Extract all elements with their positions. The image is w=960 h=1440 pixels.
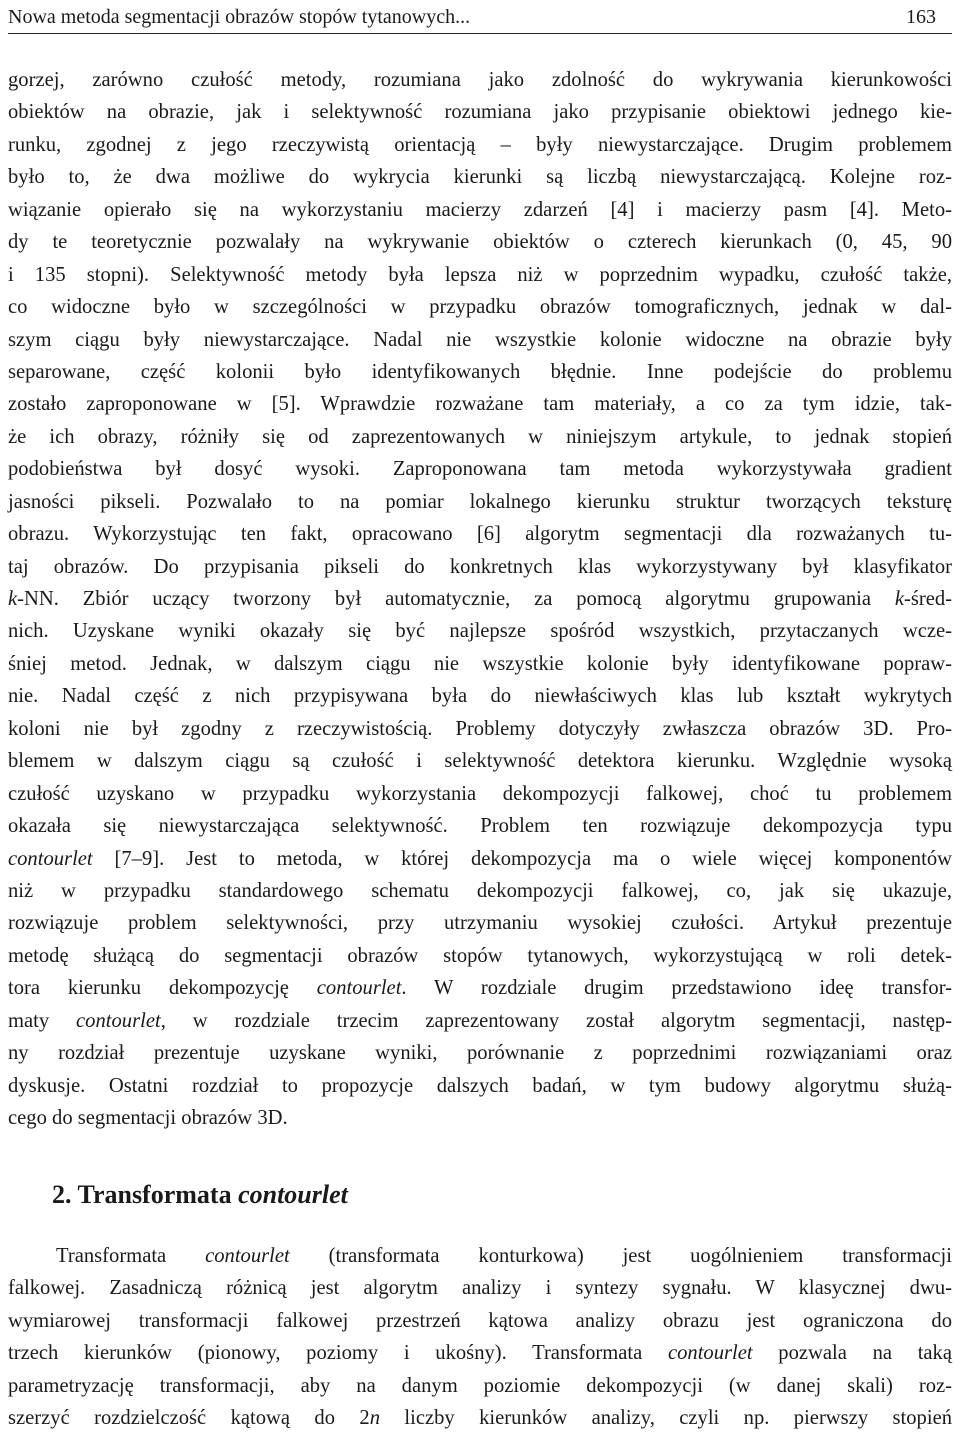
text-line: co widoczne było w szczególności w przypadku obrazów tomograficznych, jednak w dal- xyxy=(8,296,952,319)
text-line: koloni nie był zgodny z rzeczywistością. Problemy dotyczyły zwłaszcza obrazów 3D. Pro- xyxy=(8,717,952,740)
text-line: dy te teoretycznie pozwalały na wykrywanie obiektów o czterech kierunkach (0, 45, 90 xyxy=(8,231,952,254)
paragraph-intro xyxy=(8,64,952,1134)
text-line: dyskusje. Ostatni rozdział to propozycje dalszych badań, w tym budowy algorytmu służą- xyxy=(8,1074,952,1097)
text-line: że ich obrazy, różniły się od zaprezentowanych w niniejszym artykule, to jednak stopień xyxy=(8,425,952,448)
text-line: falkowej. Zasadniczą różnicą jest algorytm analizy i syntezy sygnału. W klasycznej dwu- xyxy=(8,1277,952,1300)
running-title: Nowa metoda segmentacji obrazów stopów tytanowych... xyxy=(8,6,471,28)
text-line: tora kierunku dekompozycję contourlet. W rozdziale drugim przedstawiono ideę transfor- xyxy=(8,977,953,1000)
text-line: obiektów na obrazie, jak i selektywność rozumiana jako przypisanie obiektowi jednego kie- xyxy=(8,101,952,124)
section-heading xyxy=(52,1180,348,1210)
text-line: separowane, część kolonii było identyfikowanych błędnie. Inne podejście do problemu xyxy=(8,360,952,383)
text-line: obrazu. Wykorzystując ten fakt, opracowano [6] algorytm segmentacji dla rozważanych tu- xyxy=(8,523,952,546)
text-line: okazała się niewystarczająca selektywność. Problem ten rozwiązuje dekompozycja typu xyxy=(8,815,952,838)
text-line: nie. Nadal część z nich przypisywana była do niewłaściwych klas lub kształt wykrytych xyxy=(8,685,952,708)
text-line: ny rozdział prezentuje uzyskane wyniki, porównanie z poprzednimi rozwiązaniami oraz xyxy=(8,1042,952,1065)
text-line: taj obrazów. Do przypisania pikseli do konkretnych klas wykorzystywany był klasyfikator xyxy=(8,555,952,578)
section-title-italic: contourlet xyxy=(238,1180,348,1209)
section-number-title: 2. Transformata xyxy=(52,1180,239,1209)
text-line: szym ciągu były niewystarczające. Nadal nie wszystkie kolonie widoczne na obrazie były xyxy=(8,328,952,351)
text-line: zostało zaproponowane w [5]. Wprawdzie rozważane tam materiały, a co za tym idzie, tak- xyxy=(8,393,952,416)
text-line: trzech kierunków (pionowy, poziomy i ukośny). Transformata contourlet pozwala na taką xyxy=(8,1342,952,1365)
text-line: wymiarowej transformacji falkowej przestrzeń kątowa analizy obrazu jest ograniczona do xyxy=(8,1309,952,1332)
text-line: runku, zgodnej z jego rzeczywistą orientacją – były niewystarczające. Drugim problemem xyxy=(8,133,952,156)
text-line: nich. Uzyskane wyniki okazały się być najlepsze spośród wszystkich, przytaczanych wcze- xyxy=(8,620,952,643)
text-line: rozwiązuje problem selektywności, przy utrzymaniu wysokiej czułości. Artykuł prezentuje xyxy=(8,912,952,935)
text-line: śniej metod. Jednak, w dalszym ciągu nie wszystkie kolonie były identyfikowane popraw- xyxy=(8,652,952,675)
text-line: maty contourlet, w rozdziale trzecim zaprezentowany został algorytm segmentacji, następ- xyxy=(8,1009,952,1032)
page-number: 163 xyxy=(906,6,936,28)
text-line: czułość uzyskano w przypadku wykorzystania dekompozycji falkowej, choć tu problemem xyxy=(8,782,952,805)
text-line: było to, że dwa możliwe do wykrycia kierunki są liczbą niewystarczającą. Kolejne roz- xyxy=(8,166,952,189)
paragraph-contourlet xyxy=(8,1240,952,1435)
text-line: metodę służącą do segmentacji obrazów stopów tytanowych, wykorzystującą w roli detek- xyxy=(8,944,952,967)
text-line: k-NN. Zbiór uczący tworzony był automatycznie, za pomocą algorytmu grupowania k-śred- xyxy=(8,588,952,610)
text-line: Transformata contourlet (transformata konturkowa) jest uogólnieniem transformacji xyxy=(56,1245,952,1267)
text-line: contourlet [7–9]. Jest to metoda, w której dekompozycja ma o wiele więcej komponentów xyxy=(8,847,952,870)
text-line: i 135 stopni). Selektywność metody była lepsza niż w poprzednim wypadku, czułość także, xyxy=(8,263,952,286)
text-line: szerzyć rozdzielczość kątową do 2n liczby kierunków analizy, czyli np. pierwszy stopień xyxy=(8,1407,953,1430)
running-header xyxy=(8,0,952,34)
text-line: wiązanie opierało się na wykorzystaniu macierzy zdarzeń [4] i macierzy pasm [4]. Meto- xyxy=(8,198,952,221)
text-line: gorzej, zarówno czułość metody, rozumiana jako zdolność do wykrywania kierunkowości xyxy=(8,69,952,91)
text-line: podobieństwa był dosyć wysoki. Zaproponowana tam metoda wykorzystywała gradient xyxy=(8,458,952,481)
text-line: blemem w dalszym ciągu są czułość i selektywność detektora kierunku. Względnie wysoką xyxy=(8,750,952,773)
text-line: niż w przypadku standardowego schematu dekompozycji falkowej, co, jak się ukazuje, xyxy=(8,879,952,902)
text-line: jasności pikseli. Pozwalało to na pomiar lokalnego kierunku struktur tworzących teksturę xyxy=(8,490,952,513)
text-line: parametryzację transformacji, aby na danym poziomie dekompozycji (w danej skali) roz- xyxy=(8,1374,952,1397)
text-line: cego do segmentacji obrazów 3D. xyxy=(8,1107,288,1129)
